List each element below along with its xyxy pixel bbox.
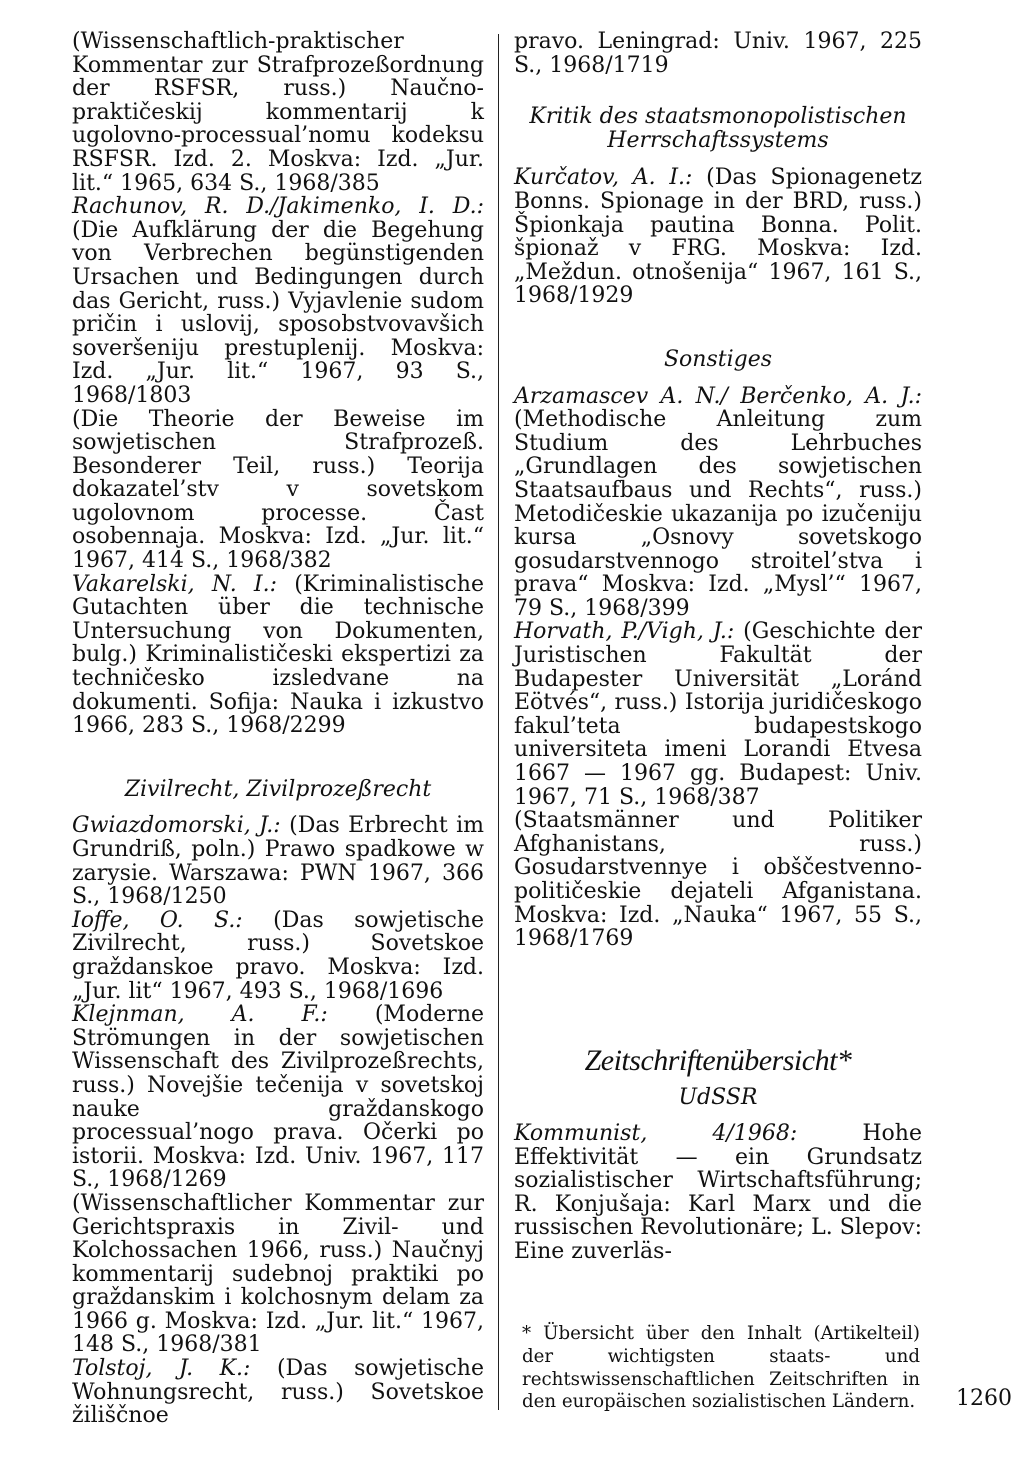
entry-text: (Die Theorie der Beweise im sowjetischen Strafprozeß. Besonderer Teil, russ.) Teorija dokazatel’stv v sovetskom ugolovnom processe. Čast osobennaja. Moskva: Izd. „Jur. lit.“ 1967, 414 S., 1968/382 bbox=[72, 406, 484, 574]
entry-text: Hohe Effektivität — ein Grundsatz sozialistischer Wirtschaftsführung; R. Konjušaja: Karl Marx und die russischen Revolutionäre; L. Slepov: Eine zuverläs- bbox=[514, 1120, 922, 1264]
entry-author: Gwiazdomorski, J.: bbox=[72, 813, 281, 839]
entry-list bbox=[514, 385, 922, 951]
entry-list bbox=[514, 30, 922, 77]
right-column bbox=[514, 30, 922, 1264]
bibliography-entry bbox=[72, 30, 484, 195]
entry-author: Horvath, P./Vigh, J.: bbox=[514, 619, 735, 645]
entry-text: (Kriminalistische Gutachten über die technische Untersuchung von Dokumenten, bulg.) Kriminalističeski ekspertizi za techničesko izsledvane na dokumenti. Sofija: Nauka i izkustvo 1966, 283 S., 1968/2299 bbox=[72, 571, 484, 739]
bibliography-entry bbox=[72, 408, 484, 573]
bibliography-entry bbox=[72, 1003, 484, 1192]
entry-text: (Geschichte der Juristischen Fakultät der Budapester Universität „Loránd Eötvés“, russ.) Istorija juridičeskogo fakul’teta budapestskogo universiteta imeni Lorandi Etvesa 1667 — 1967 gg. Budapest: Univ. 1967, 71 S., 1968/387 bbox=[514, 619, 923, 810]
entry-author: Arzamascev A. N./ Berčenko, A. J.: bbox=[514, 383, 922, 409]
column-divider bbox=[498, 34, 499, 1410]
entry-text: (Das Erbrecht im Grundriß, poln.) Prawo spadkowe w zarysie. Warszawa: PWN 1967, 366 S., 1968/1250 bbox=[72, 813, 484, 910]
bibliography-entry bbox=[72, 909, 484, 1003]
entry-text: (Methodische Anleitung zum Studium des Lehrbuches „Grundlagen des sowjetischen Staatsaufbaus und Rechts“, russ.) Metodičeskie ukazanija po izučeniju kursa „Osnovy sovetskogo gosudarstvennogo stroitel’stva i prava“ Moskva: Izd. „Mysl’“ 1967, 79 S., 1968/399 bbox=[514, 407, 922, 621]
entry-author: Klejnman, A. F.: bbox=[72, 1002, 328, 1028]
entry-text: (Die Aufklärung der die Begehung von Verbrechen begünstigenden Ursachen und Bedingungen durch das Gericht, russ.) Vyjavlenie sudom pričin i uslovij, sposobstvovavšich soveršeniju prestuplenij. Moskva: Izd. „Jur. lit.“ 1967, 93 S., 1968/1803 bbox=[72, 217, 484, 408]
section-heading-critique: Kritik des staatsmonopolistischen Herrschaftssystems bbox=[529, 104, 907, 153]
bibliography-entry bbox=[72, 1192, 484, 1357]
footnote: * Übersicht über den Inhalt (Artikelteil) der wichtigsten staats- und rechtswissenschaftlichen Zeitschriften in den europäischen sozialistischen Ländern. bbox=[522, 1323, 920, 1413]
country-subtitle: UdSSR bbox=[678, 1085, 758, 1111]
entry-author: Ioffe, O. S.: bbox=[72, 907, 243, 933]
page-number: 1260 bbox=[956, 1386, 1012, 1411]
bibliography-entry bbox=[72, 573, 484, 738]
bibliography-entry bbox=[72, 195, 484, 407]
entry-text: (Wissenschaftlich-praktischer Kommentar zur Strafprozeßordnung der RSFSR, russ.) Naučno-praktičeskij kommentarij k ugolovno-processual’nomu kodeksu RSFSR. Izd. 2. Moskva: Izd. „Jur. lit.“ 1965, 634 S., 1968/385 bbox=[72, 29, 484, 196]
entry-text: (Wissenschaftlicher Kommentar zur Gerichtspraxis in Zivil- und Kolchossachen 1966, russ.) Naučnyj kommentarij sudebnoj praktiki po graždanskim i kolchosnym delam za 1966 g. Moskva: Izd. „Jur. lit.“ 1967, 148 S., 1968/381 bbox=[72, 1190, 484, 1358]
section-heading-misc: Sonstiges bbox=[663, 346, 773, 372]
entry-text: (Moderne Strömungen in der sowjetischen Wissenschaft des Zivilprozeßrechts, russ.) Novejšie tečenija v sovetskoj nauke graždanskogo processual’nogo prava. Očerki po istorii. Moskva: Izd. Univ. 1967, 117 S., 1968/1269 bbox=[72, 1002, 485, 1193]
entry-list bbox=[72, 30, 484, 738]
bibliography-entry bbox=[514, 166, 922, 308]
bibliography-entry bbox=[72, 1357, 484, 1428]
bibliography-entry bbox=[514, 620, 922, 809]
entry-text: (Das sowjetische Zivilrecht, russ.) Sovetskoe graždanskoe pravo. Moskva: Izd. „Jur. lit“ 1967, 493 S., 1968/1696 bbox=[72, 907, 484, 1004]
entry-author: Kurčatov, A. I.: bbox=[514, 165, 693, 191]
entry-text: (Das sowjetische Wohnungsrecht, russ.) Sovetskoe žiliščnoe bbox=[72, 1356, 484, 1429]
entry-author: Kommunist, 4/1968: bbox=[514, 1120, 798, 1146]
bibliography-entry bbox=[72, 814, 484, 908]
entry-list bbox=[514, 166, 922, 308]
bibliography-entry bbox=[514, 30, 922, 77]
left-column bbox=[72, 30, 484, 1428]
section-heading-civil-law: Zivilrecht, Zivilprozeßrecht bbox=[124, 776, 432, 802]
entry-author: Vakarelski, N. I.: bbox=[72, 571, 277, 597]
entry-text: (Das Spionagenetz Bonns. Spionage in der BRD, russ.) Špionkaja pautina Bonna. Polit. špionaž v FRG. Moskva: Izd. „Meždun. otnošenija“ 1967, 161 S., 1968/1929 bbox=[514, 165, 922, 309]
bibliography-entry bbox=[514, 385, 922, 621]
periodicals-title: Zeitschriftenübersicht* bbox=[584, 1043, 852, 1077]
entry-text: (Staatsmänner und Politiker Afghanistans, russ.) Gosudarstvennye i obščestvenno-političeskie dejateli Afganistana. Moskva: Izd. „Nauka“ 1967, 55 S., 1968/1769 bbox=[514, 808, 922, 952]
entry-text: pravo. Leningrad: Univ. 1967, 225 S., 1968/1719 bbox=[514, 29, 922, 78]
entry-author: Tolstoj, J. K.: bbox=[72, 1356, 251, 1382]
bibliography-entry bbox=[514, 1122, 922, 1264]
entry-author: Rachunov, R. D./Jakimenko, I. D.: bbox=[72, 194, 484, 220]
entry-list bbox=[72, 814, 484, 1427]
bibliography-entry bbox=[514, 809, 922, 951]
entry-list bbox=[514, 1122, 922, 1264]
